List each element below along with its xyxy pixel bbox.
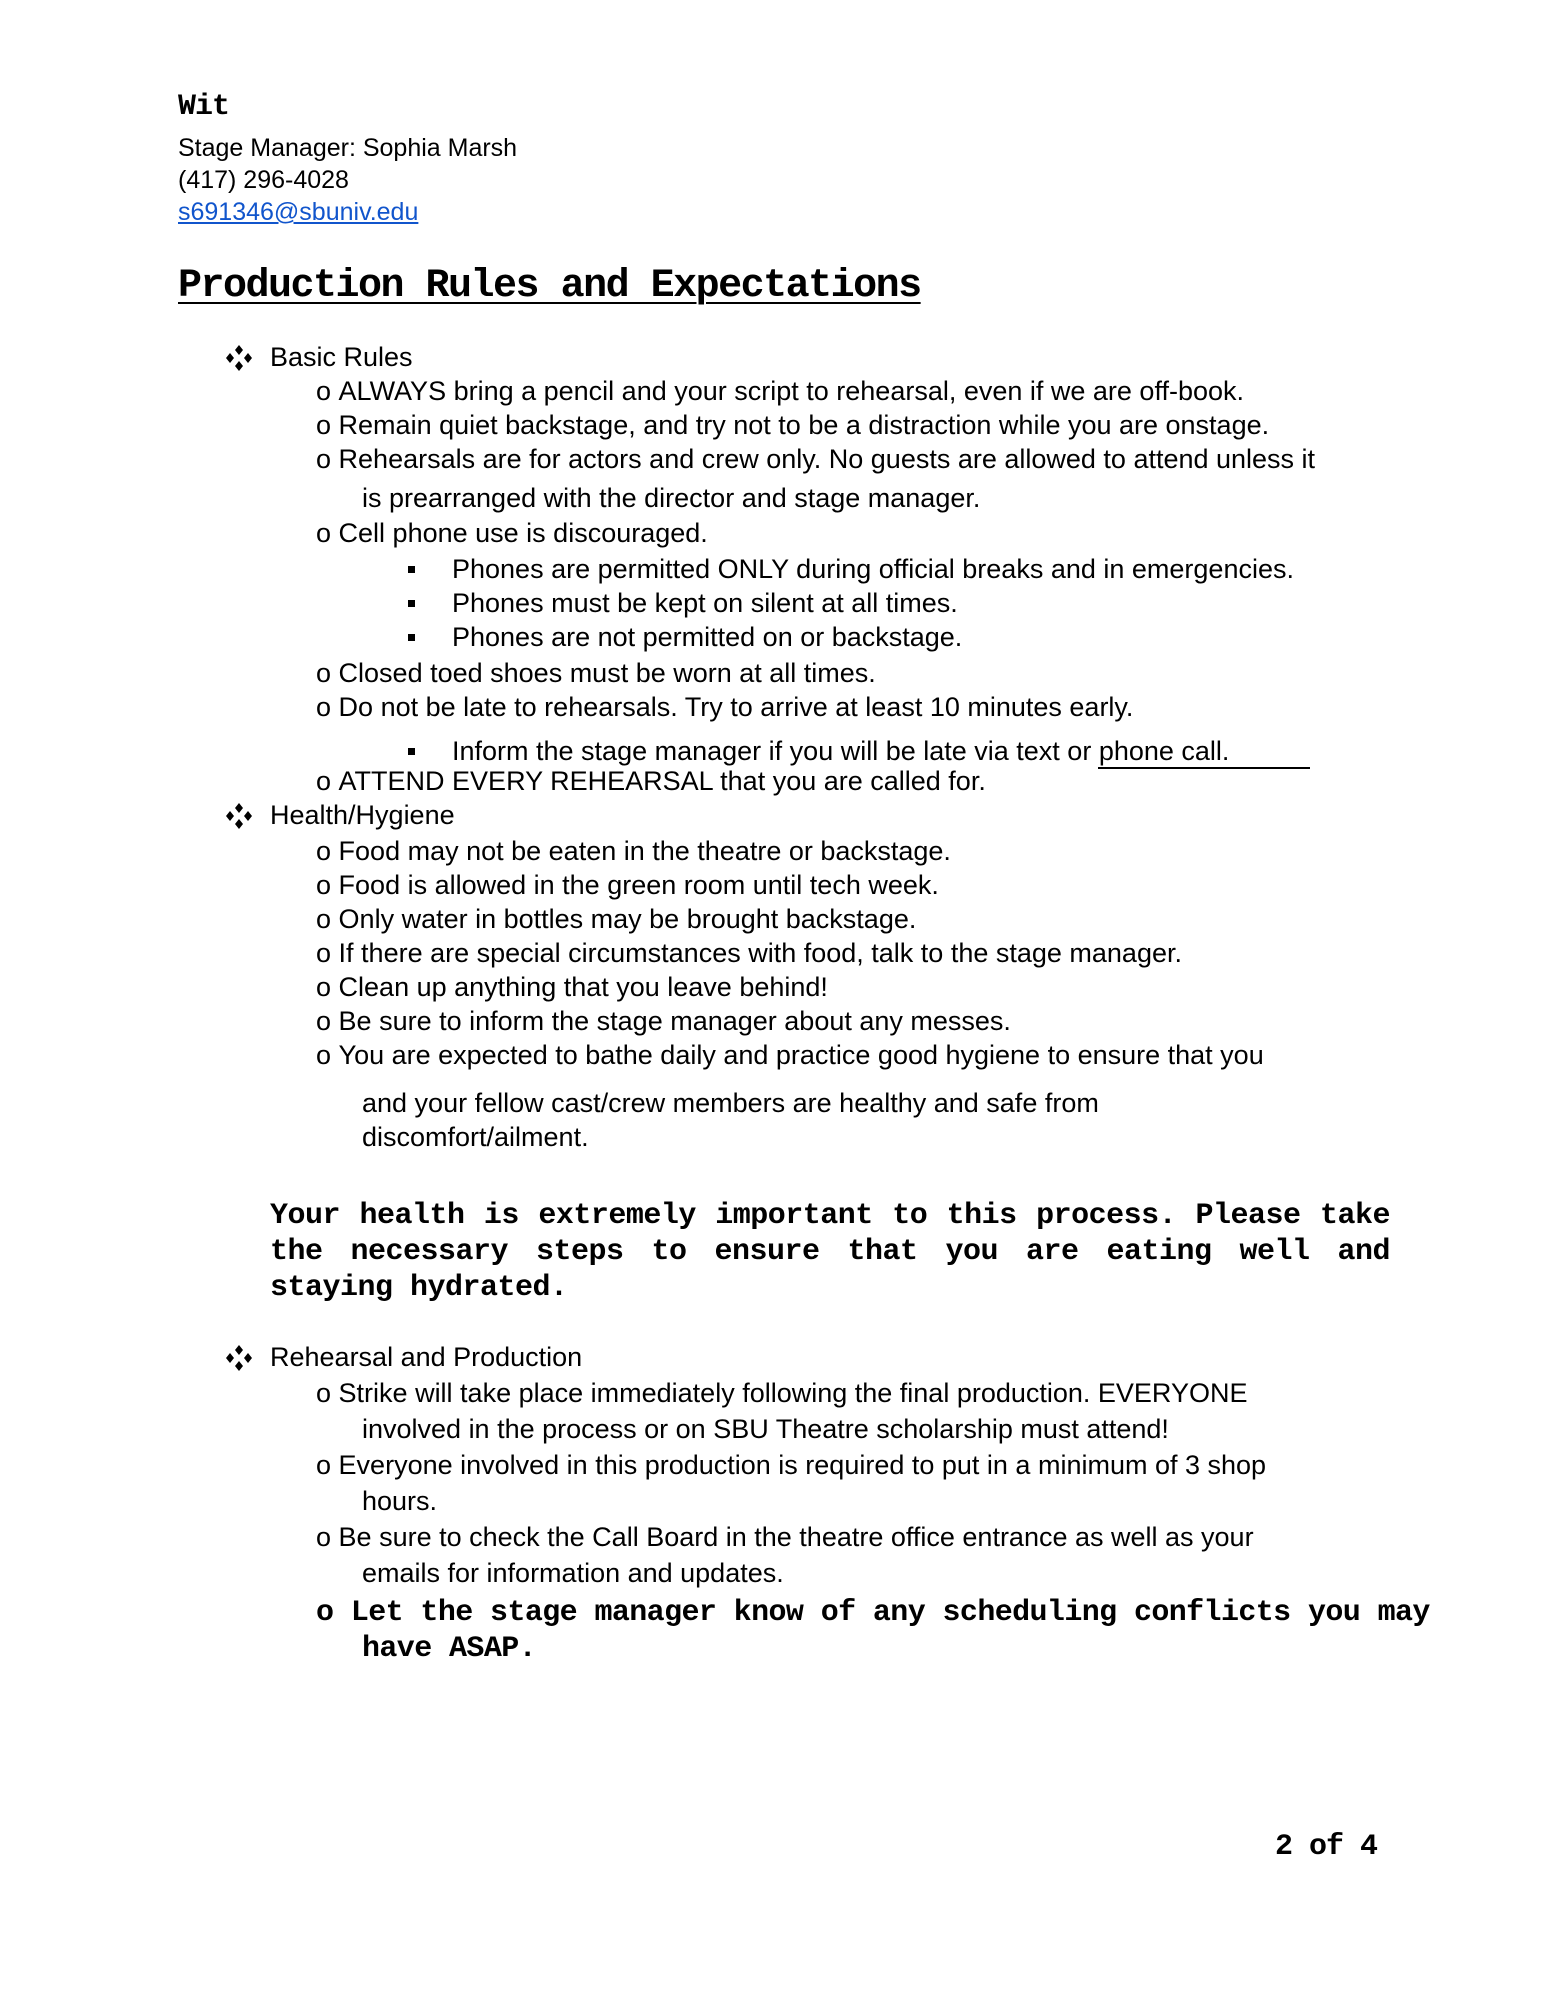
list-item: o Clean up anything that you leave behind! — [316, 972, 828, 1002]
list-item: o Let the stage manager know of any scheduling conflicts you may — [316, 1596, 1430, 1630]
bullet-marker: o — [316, 518, 332, 548]
bullet-marker: o — [316, 1378, 332, 1408]
show-title: Wit — [178, 90, 230, 124]
section-rehearsal-production — [222, 1342, 582, 1373]
list-item-continuation: is prearranged with the director and stage manager. — [362, 483, 981, 513]
square-bullet-icon — [408, 566, 415, 573]
list-item: o ALWAYS bring a pencil and your script to rehearsal, even if we are off-book. — [316, 376, 1245, 406]
section-basic-rules — [222, 342, 413, 373]
square-bullet-icon — [408, 600, 415, 607]
bullet-marker: o — [316, 1522, 332, 1552]
bullet-marker: o — [316, 658, 332, 688]
bullet-marker: o — [316, 870, 332, 900]
page-number: 2 of 4 — [1275, 1830, 1378, 1864]
list-item: o Only water in bottles may be brought backstage. — [316, 904, 917, 934]
bullet-marker: o — [316, 938, 332, 968]
list-item: o Everyone involved in this production is required to put in a minimum of 3 shop — [316, 1450, 1267, 1480]
list-item: o Cell phone use is discouraged. — [316, 518, 708, 548]
page-heading: Production Rules and Expectations — [178, 264, 921, 309]
section-health-hygiene — [222, 800, 455, 831]
stage-manager-email-link[interactable]: s691346@sbuniv.edu — [178, 198, 419, 226]
list-item-continuation: emails for information and updates. — [362, 1558, 784, 1588]
list-item-continuation: involved in the process or on SBU Theatre scholarship must attend! — [362, 1414, 1169, 1444]
diamond-bullet-icon — [222, 1343, 256, 1373]
list-item-continuation: discomfort/ailment. — [362, 1122, 589, 1152]
bullet-marker: o — [316, 376, 332, 406]
square-bullet-icon — [408, 634, 415, 641]
list-item: o Closed toed shoes must be worn at all times. — [316, 658, 876, 688]
section-title: Rehearsal and Production — [270, 1342, 583, 1372]
list-item: o You are expected to bathe daily and practice good hygiene to ensure that you — [316, 1040, 1264, 1070]
bullet-marker: o — [316, 766, 332, 796]
diamond-bullet-icon — [222, 343, 256, 373]
list-item: o Strike will take place immediately following the final production. EVERYONE — [316, 1378, 1248, 1408]
sub-list-item: Phones must be kept on silent at all times. — [408, 588, 958, 619]
list-item: o Do not be late to rehearsals. Try to arrive at least 10 minutes early. — [316, 692, 1134, 722]
section-title: Health/Hygiene — [270, 800, 455, 830]
health-note: Your health is extremely important to this process. Please take the necessary steps to ensure that you are eating well and staying hydrated. — [270, 1199, 1390, 1305]
sub-list-item: Phones are permitted ONLY during official breaks and in emergencies. — [408, 554, 1294, 585]
bullet-marker: o — [316, 836, 332, 866]
bullet-marker: o — [316, 1450, 332, 1480]
list-item: o Food may not be eaten in the theatre or backstage. — [316, 836, 951, 866]
list-item: o ATTEND EVERY REHEARSAL that you are called for. — [316, 766, 986, 796]
section-title: Basic Rules — [270, 342, 413, 372]
bullet-marker: o — [316, 904, 332, 934]
square-bullet-icon — [408, 748, 415, 755]
sub-list-item: Phones are not permitted on or backstage. — [408, 622, 962, 653]
list-item: o Rehearsals are for actors and crew only. No guests are allowed to attend unless it — [316, 444, 1316, 474]
bullet-marker: o — [316, 972, 332, 1002]
list-item: o Be sure to check the Call Board in the theatre office entrance as well as your — [316, 1522, 1254, 1552]
bullet-marker: o — [316, 444, 332, 474]
list-item: o Remain quiet backstage, and try not to be a distraction while you are onstage. — [316, 410, 1270, 440]
stage-manager-phone: (417) 296-4028 — [178, 166, 349, 194]
bullet-marker: o — [316, 1596, 334, 1630]
list-item-continuation: and your fellow cast/crew members are healthy and safe from — [362, 1088, 1099, 1118]
bullet-marker: o — [316, 1040, 332, 1070]
bullet-marker: o — [316, 692, 332, 722]
bullet-marker: o — [316, 410, 332, 440]
list-item-continuation: have ASAP. — [362, 1632, 537, 1666]
underline-rule — [1098, 767, 1310, 769]
list-item: o If there are special circumstances with food, talk to the stage manager. — [316, 938, 1182, 968]
sub-list-item: Inform the stage manager if you will be late via text or phone call. — [408, 736, 1229, 767]
list-item: o Be sure to inform the stage manager about any messes. — [316, 1006, 1011, 1036]
diamond-bullet-icon — [222, 801, 256, 831]
list-item: o Food is allowed in the green room until tech week. — [316, 870, 939, 900]
stage-manager-name: Stage Manager: Sophia Marsh — [178, 134, 518, 162]
bullet-marker: o — [316, 1006, 332, 1036]
list-item-continuation: hours. — [362, 1486, 438, 1516]
